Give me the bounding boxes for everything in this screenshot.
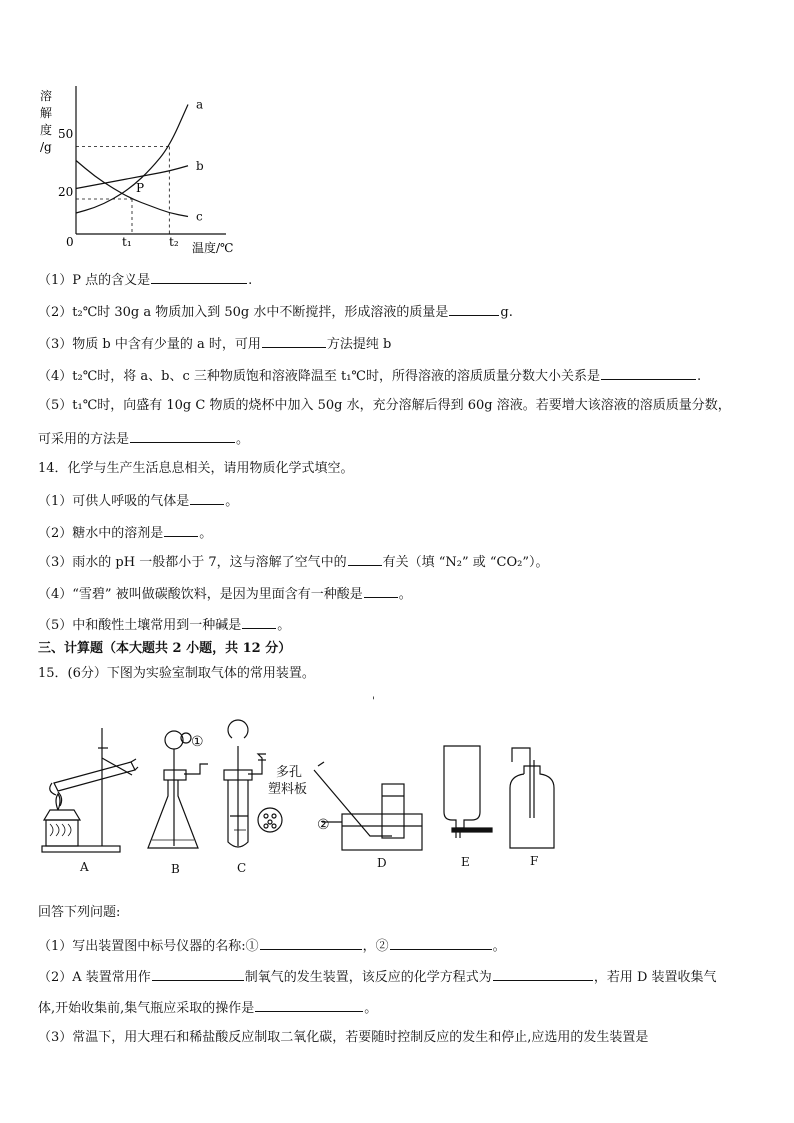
answer-blank[interactable] bbox=[190, 491, 224, 505]
q14-part2: （2）糖水中的溶剂是 。 bbox=[38, 523, 212, 543]
answer-blank[interactable] bbox=[601, 366, 696, 380]
y-tick-label-50: 50 bbox=[58, 127, 74, 141]
marker-2: ② bbox=[317, 817, 330, 833]
q13-part5-cont: 可采用的方法是 。 bbox=[38, 429, 249, 449]
answer-blank[interactable] bbox=[493, 967, 593, 981]
q13-part4: （4）t₂℃时，将 a、b、c 三种物质饱和溶液降温至 t₁℃时，所得溶液的溶质质量分数大小关系是 . bbox=[38, 366, 701, 386]
answer-blank[interactable] bbox=[260, 936, 362, 950]
q14-part5: （5）中和酸性土壤常用到一种碱是 。 bbox=[38, 615, 290, 635]
answer-blank[interactable] bbox=[364, 584, 398, 598]
apparatus-label-c: C bbox=[237, 861, 247, 875]
point-p-label: P bbox=[136, 181, 145, 195]
x-axis-label: 温度/℃ bbox=[192, 241, 234, 255]
plate-label-2: 塑料板 bbox=[268, 782, 308, 797]
marker-1: ① bbox=[191, 734, 204, 750]
q13-part3: （3）物质 b 中含有少量的 a 时，可用 方法提纯 b bbox=[38, 334, 391, 354]
apparatus-label-b: B bbox=[171, 862, 180, 876]
answer-blank[interactable] bbox=[164, 523, 198, 537]
x-tick-label-0: 0 bbox=[66, 235, 74, 249]
x-tick-label-t2: t₂ bbox=[169, 235, 179, 249]
q14-part3: （3）雨水的 pH 一般都小于 7，这与溶解了空气中的 有关（填 “N₂” 或 “CO₂”）。 bbox=[38, 552, 549, 572]
answer-blank[interactable] bbox=[152, 967, 244, 981]
apparatus-d-drawing bbox=[314, 762, 422, 850]
q13-part1: （1）P 点的含义是 . bbox=[38, 270, 252, 290]
apparatus-label-f: F bbox=[530, 854, 539, 868]
q13-part5: （5）t₁℃时，向盛有 10g C 物质的烧杯中加入 50g 水，充分溶解后得到 60g 溶液。若要增大该溶液的溶质质量分数， bbox=[38, 398, 731, 413]
q15-part2: （2）A 装置常用作 制氧气的发生装置，该反应的化学方程式为 ，若用 D 装置收集气 bbox=[38, 967, 717, 987]
section-3-heading: 三、计算题（本大题共 2 小题，共 12 分） bbox=[38, 641, 292, 656]
answer-blank[interactable] bbox=[255, 998, 363, 1012]
y-label-char-1: 溶 bbox=[40, 89, 53, 103]
apparatus-label-d: D bbox=[377, 856, 387, 870]
y-label-char-3: 度 bbox=[40, 123, 53, 137]
answer-blank[interactable] bbox=[151, 270, 247, 284]
series-line-a bbox=[76, 105, 188, 214]
q14-title: 14．化学与生产生活息息相关，请用物质化学式填空。 bbox=[38, 461, 354, 476]
q14-part4: （4）“雪碧” 被叫做碳酸饮料，是因为里面含有一种酸是 。 bbox=[38, 584, 412, 604]
q15-answer-intro: 回答下列问题: bbox=[38, 905, 121, 920]
apparatus-e-drawing bbox=[444, 746, 492, 838]
q15-part1: （1）写出装置图中标号仪器的名称:① ，② 。 bbox=[38, 936, 506, 956]
series-label-c: c bbox=[196, 209, 203, 224]
q15-title: 15．(6分）下图为实验室制取气体的常用装置。 bbox=[38, 666, 315, 681]
answer-blank[interactable] bbox=[449, 302, 499, 316]
y-label-char-2: 解 bbox=[40, 106, 53, 120]
apparatus-f-drawing bbox=[510, 748, 554, 848]
answer-blank[interactable] bbox=[130, 429, 235, 443]
plate-label-1: 多孔 bbox=[276, 765, 303, 780]
answer-blank[interactable] bbox=[390, 936, 492, 950]
solubility-chart bbox=[36, 86, 246, 258]
series-line-b bbox=[76, 166, 188, 189]
stray-mark: ' bbox=[372, 696, 375, 707]
series-label-a: a bbox=[196, 97, 204, 112]
answer-blank[interactable] bbox=[242, 615, 276, 629]
series-label-b: b bbox=[196, 158, 204, 173]
answer-blank[interactable] bbox=[348, 552, 382, 566]
answer-blank[interactable] bbox=[262, 334, 326, 348]
apparatus-label-a: A bbox=[80, 860, 89, 874]
q13-part2: （2）t₂℃时 30g a 物质加入到 50g 水中不断搅拌，形成溶液的质量是 g. bbox=[38, 302, 513, 322]
x-tick-label-t1: t₁ bbox=[122, 235, 132, 249]
q14-part1: （1）可供人呼吸的气体是 。 bbox=[38, 491, 238, 511]
q15-part3: （3）常温下，用大理石和稀盐酸反应制取二氧化碳，若要随时控制反应的发生和停止,应选用的发生装置是 bbox=[38, 1030, 649, 1045]
apparatus-label-e: E bbox=[461, 855, 470, 869]
y-label-char-4: /g bbox=[40, 140, 52, 154]
apparatus-a-drawing bbox=[42, 728, 138, 852]
y-tick-label-20: 20 bbox=[58, 185, 74, 199]
q15-part2-cont: 体,开始收集前,集气瓶应采取的操作是 。 bbox=[38, 998, 377, 1018]
